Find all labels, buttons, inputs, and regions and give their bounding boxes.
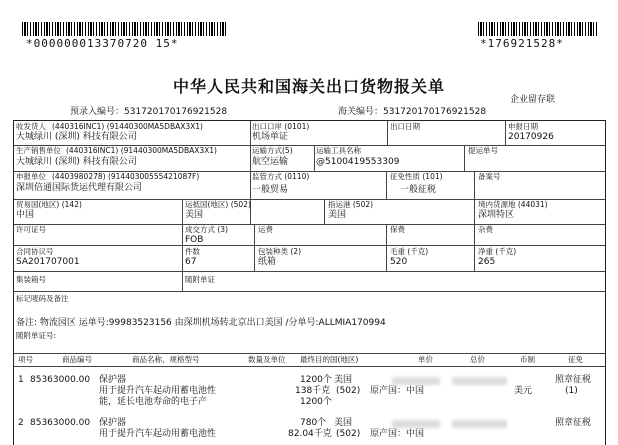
terms-value: FOB xyxy=(185,235,204,245)
table-row-1-price-redacted xyxy=(392,377,440,385)
table-row-1-qty-3: 1200个 xyxy=(300,397,332,407)
col-name-spec: 商品名称、规格型号 xyxy=(132,355,200,364)
col-quantity: 数量及单位 xyxy=(248,355,286,364)
col-item-no: 项号 xyxy=(18,355,33,364)
record-label: 备案号 xyxy=(478,172,501,181)
table-row-2-country-code: (502) xyxy=(336,429,361,439)
documents-label: 随附单证 xyxy=(185,275,215,284)
table-row-1-country: 美国 xyxy=(334,375,353,385)
bill-label: 提运单号 xyxy=(468,146,498,155)
export-port-value: 机场单证 xyxy=(252,132,289,142)
col-destination: 最终目的国(地区) xyxy=(300,355,359,364)
export-port-label: 出口口岸 (0101) xyxy=(252,122,310,131)
pieces-value: 67 xyxy=(185,257,197,267)
transport-value: 航空运输 xyxy=(252,157,289,167)
supervision-value: 一般贸易 xyxy=(252,185,289,195)
declare-date-value: 20170926 xyxy=(508,132,554,142)
levy-nature-value: 一般征税 xyxy=(400,185,437,195)
agent-label: 申报单位 xyxy=(16,172,46,181)
contract-label: 合同协议号 xyxy=(16,247,54,256)
export-date-label: 出口日期 xyxy=(390,122,420,131)
producer-label: 生产销售单位 xyxy=(16,146,61,155)
table-row-2-qty-2: 82.04千克 xyxy=(288,429,332,439)
barcode-right-number: *176921528* xyxy=(480,37,564,50)
table-row-1-levy: 照章征税 xyxy=(555,375,592,385)
col-total-price: 总价 xyxy=(470,355,485,364)
net-weight-label: 净重 (千克) xyxy=(478,247,517,256)
trade-country-value: 中国 xyxy=(16,210,35,220)
table-row-2-origin: 原产国：中国 xyxy=(370,429,425,439)
table-row-1-currency: 美元 xyxy=(514,386,533,396)
declare-date-label: 申报日期 xyxy=(508,122,538,131)
table-row-1-desc-1: 用于提升汽车起动用蓄电池性 xyxy=(99,386,217,396)
table-row-1-levy-code: (1) xyxy=(565,386,578,396)
package-label: 包装种类 (2) xyxy=(258,247,302,256)
gross-weight-value: 520 xyxy=(390,257,408,267)
package-value: 纸箱 xyxy=(258,257,277,267)
table-row-2-levy: 照章征税 xyxy=(555,418,592,428)
producer-code: (440316INC1) (91440300MA5DBAX3X1) xyxy=(66,146,217,155)
transport-tool-value: @5100419553309 xyxy=(316,157,400,167)
producer-name: 大城绿川 (深圳) 科技有限公司 xyxy=(16,157,137,167)
supervision-label: 监管方式 (0110) xyxy=(252,172,310,181)
remarks-label: 标记唛码及备注 xyxy=(16,294,69,303)
table-row-2-no: 2 xyxy=(18,418,24,428)
table-row-1-country-code: (502) xyxy=(336,386,361,396)
remarks-line-2: 随附单证号: xyxy=(16,331,57,340)
agent-code: (4403980278) (91440300555421087F) xyxy=(52,172,200,181)
license-label: 许可证号 xyxy=(16,225,46,234)
table-row-1-total-redacted xyxy=(452,377,507,385)
table-row-2-name: 保护器 xyxy=(99,418,127,428)
dest-country-label: 运抵国(地区) (502) xyxy=(185,200,251,209)
source-value: 深圳特区 xyxy=(478,210,515,220)
contract-value: SA201707001 xyxy=(16,257,80,267)
table-row-2-country: 美国 xyxy=(334,418,353,428)
pieces-label: 件数 xyxy=(185,247,200,256)
misc-fee-label: 杂费 xyxy=(478,225,493,234)
barcode-right xyxy=(478,22,598,36)
copy-label: 企业留存联 xyxy=(510,95,556,105)
remarks-line-1: 备注: 物流园区 运单号:99983523156 由深圳机场转北京出口美国 /分单号:ALLMIA170994 xyxy=(16,318,386,328)
net-weight-value: 265 xyxy=(478,257,496,267)
consignor-label: 收发货人 xyxy=(16,122,46,131)
transport-tool-label: 运输工具名称 xyxy=(316,146,361,155)
barcode-left-number: *000000013370720 15* xyxy=(26,37,179,50)
customs-number: 海关编号：531720170176921528 xyxy=(338,107,487,117)
barcode-left xyxy=(22,22,227,36)
table-row-2-code: 85363000.00 xyxy=(30,418,91,428)
transport-label: 运输方式(5) xyxy=(252,146,293,155)
table-row-2-qty-1: 780个 xyxy=(300,418,327,428)
trade-country-label: 贸易国(地区) (142) xyxy=(16,200,82,209)
dest-port-value: 美国 xyxy=(328,210,347,220)
freight-label: 运费 xyxy=(258,225,273,234)
table-row-1-code: 85363000.00 xyxy=(30,375,91,385)
table-row-1-no: 1 xyxy=(18,375,24,385)
col-commodity-code: 商品编号 xyxy=(62,355,92,364)
table-row-1-qty-2: 138千克 xyxy=(295,386,331,396)
table-row-2-price-redacted xyxy=(392,420,440,428)
table-row-1-qty-1: 1200个 xyxy=(300,375,332,385)
container-label: 集装箱号 xyxy=(16,275,46,284)
dest-port-label: 指运港 (502) xyxy=(328,200,374,209)
consignor-code: (440316INC1) (91440300MA5DBAX3X1) xyxy=(52,122,203,131)
dest-country-value: 美国 xyxy=(185,210,204,220)
consignor-name: 大城绿川 (深圳) 科技有限公司 xyxy=(16,132,137,142)
col-levy: 征免 xyxy=(568,355,583,364)
table-row-2-total-redacted xyxy=(452,420,507,428)
table-row-1-name: 保护器 xyxy=(99,375,127,385)
table-row-1-desc-2: 能，延长电池寿命的电子产 xyxy=(99,397,208,407)
gross-weight-label: 毛重 (千克) xyxy=(390,247,429,256)
agent-name: 深圳倍通国际货运代理有限公司 xyxy=(16,183,143,193)
col-unit-price: 单价 xyxy=(418,355,433,364)
terms-label: 成交方式 (3) xyxy=(185,225,229,234)
col-currency: 币制 xyxy=(520,355,535,364)
preentry-number: 预录入编号：531720170176921528 xyxy=(70,107,228,117)
insurance-label: 保费 xyxy=(390,225,405,234)
source-label: 境内货源地 (44031) xyxy=(478,200,548,209)
levy-nature-label: 征免性质 (101) xyxy=(390,172,443,181)
table-row-1-origin: 原产国：中国 xyxy=(370,386,425,396)
table-row-2-desc-1: 用于提升汽车起动用蓄电池性 xyxy=(99,429,217,439)
form-title: 中华人民共和国海关出口货物报关单 xyxy=(172,77,445,96)
